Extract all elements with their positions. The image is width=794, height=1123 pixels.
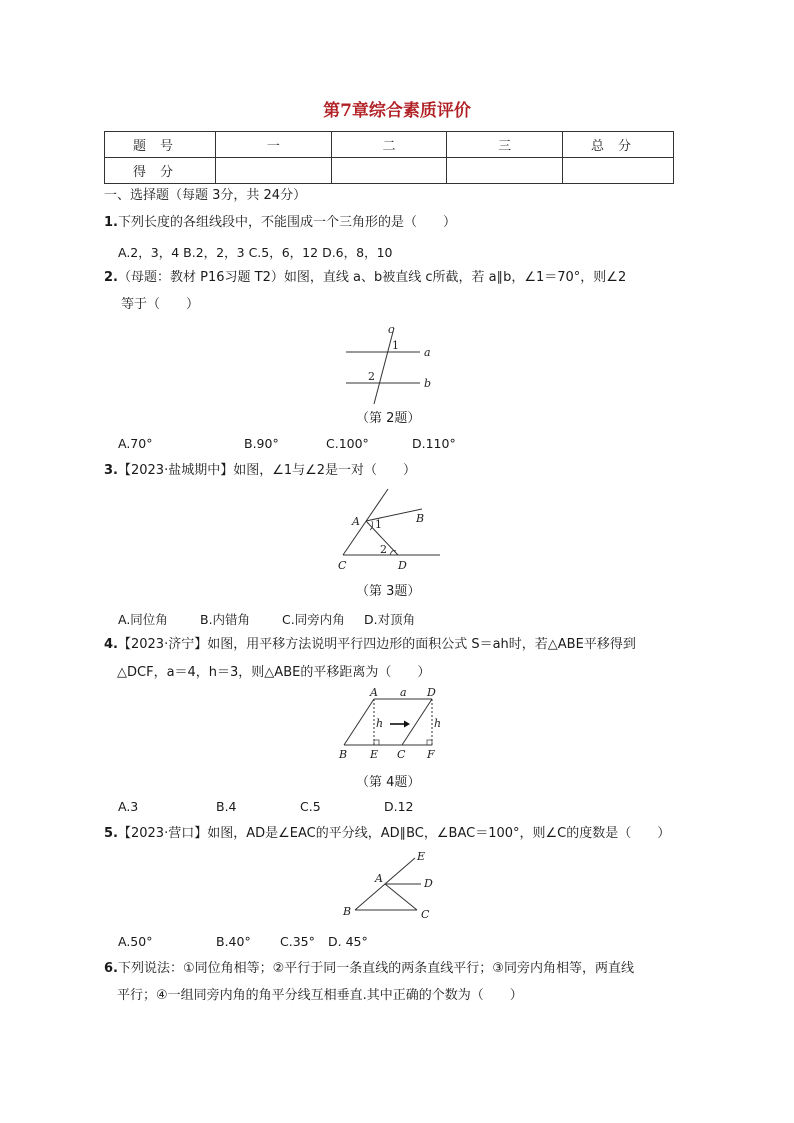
figure-q5: [335, 848, 445, 928]
figure-q3: [330, 485, 450, 575]
question-4: [104, 636, 636, 654]
label-B: B: [339, 748, 348, 761]
question-3: [104, 462, 416, 480]
question-text-line-1: 下列说法：①同位角相等；②平行于同一条直线的两条直线平行；③同旁内角相等，两直线: [117, 961, 634, 976]
score-cell-total: [563, 158, 674, 184]
segment-ac: [385, 884, 417, 910]
label-A: A: [370, 686, 378, 699]
question-text: 【2023·盐城期中】如图，∠1与∠2是一对（ ）: [117, 463, 417, 478]
option-d: D. 45°: [328, 934, 368, 949]
line-c: [374, 328, 394, 404]
option-b: B.4: [216, 799, 237, 814]
question-5: [104, 825, 670, 843]
question-text-line-1: （母题：教材 P16习题 T2）如图，直线 a、b被直线 c所截，若 a∥b，∠1＝70°，则∠2: [117, 270, 627, 285]
option-b: B.内错角: [200, 612, 251, 627]
score-header-col-1: 一: [216, 132, 332, 158]
question-4-options: [118, 799, 414, 814]
figure-q2: [330, 322, 450, 407]
score-table-score-row: [105, 158, 674, 184]
label-A: A: [375, 872, 383, 885]
question-number: 1.: [104, 215, 118, 230]
question-2-line-2: 等于（ ）: [121, 297, 200, 312]
score-cell-2: [331, 158, 447, 184]
option-a: A.同位角: [118, 612, 168, 627]
option-d: D.对顶角: [364, 612, 416, 627]
score-cell-1: [216, 158, 332, 184]
page-title: 第7章综合素质评价: [323, 101, 471, 121]
label-angle-1: 1: [375, 518, 382, 531]
question-2-options: [118, 436, 456, 451]
label-D: D: [427, 686, 436, 699]
question-number: 2.: [104, 270, 118, 285]
question-3-options: [118, 610, 415, 628]
caption-q4: （第 4题）: [356, 775, 421, 790]
figure-q4: [330, 685, 460, 770]
label-a: a: [424, 346, 431, 359]
label-b: b: [424, 377, 432, 390]
option-d: D.6，8，10: [322, 245, 393, 260]
score-table-header-row: [105, 132, 674, 158]
question-number: 3.: [104, 463, 118, 478]
label-h-left: h: [376, 717, 384, 730]
label-c: c: [388, 323, 395, 336]
section-heading: 一、选择题（每题 3分，共 24分）: [104, 188, 307, 203]
score-header-label: 题号: [105, 132, 216, 158]
question-2: [104, 269, 626, 287]
option-b: B.2，2，3: [183, 245, 245, 260]
option-b: B.40°: [216, 934, 251, 949]
label-A: A: [352, 515, 360, 528]
question-text: 下列长度的各组线段中，不能围成一个三角形的是（ ）: [117, 215, 456, 230]
option-a: A.2，3，4: [118, 245, 180, 260]
option-d: D.12: [384, 799, 414, 814]
label-angle-1: 1: [392, 339, 399, 352]
label-B: B: [416, 512, 425, 525]
label-a: a: [400, 686, 407, 699]
score-header-col-3: 三: [447, 132, 563, 158]
question-4-line-2: △DCF，a＝4，h＝3，则△ABE的平移距离为（ ）: [117, 665, 431, 680]
option-d: D.110°: [412, 436, 456, 451]
option-c: C.5，6，12: [248, 245, 319, 260]
score-cell-3: [447, 158, 563, 184]
side-ab: [344, 699, 374, 745]
label-D: D: [424, 877, 433, 890]
option-a: A.70°: [118, 436, 153, 451]
question-number: 4.: [104, 637, 118, 652]
label-F: F: [427, 748, 435, 761]
label-E: E: [370, 748, 379, 761]
label-E: E: [417, 850, 426, 863]
label-C: C: [397, 748, 406, 761]
option-c: C.100°: [326, 436, 369, 451]
option-c: C.35°: [280, 934, 315, 949]
label-h-right: h: [434, 717, 442, 730]
question-5-options: [118, 934, 368, 949]
option-b: B.90°: [244, 436, 279, 451]
score-header-col-2: 二: [331, 132, 447, 158]
question-text: 【2023·营口】如图，AD是∠EAC的平分线，AD∥BC，∠BAC＝100°，则∠C的度数是（ ）: [117, 826, 671, 841]
option-c: C.5: [300, 799, 321, 814]
question-1: [104, 214, 456, 232]
label-angle-2: 2: [380, 543, 387, 556]
label-angle-2: 2: [368, 370, 375, 383]
question-6: [104, 960, 634, 978]
question-number: 6.: [104, 961, 118, 976]
label-D: D: [398, 559, 407, 572]
question-text-line-1: 【2023·济宁】如图，用平移方法说明平行四边形的面积公式 S＝ah时，若△ABE平移得到: [117, 637, 636, 652]
caption-q3: （第 3题）: [356, 584, 421, 599]
label-C: C: [338, 559, 347, 572]
option-a: A.3: [118, 799, 139, 814]
option-c: C.同旁内角: [282, 612, 345, 627]
score-header-total: 总分: [563, 132, 674, 158]
question-number: 5.: [104, 826, 118, 841]
option-a: A.50°: [118, 934, 153, 949]
caption-q2: （第 2题）: [356, 411, 421, 426]
score-table: [104, 131, 674, 184]
score-row-label: 得分: [105, 158, 216, 184]
label-C: C: [421, 908, 430, 921]
label-B: B: [343, 905, 352, 918]
question-1-options: [118, 243, 392, 261]
question-6-line-2: 平行；④一组同旁内角的角平分线互相垂直.其中正确的个数为（ ）: [117, 988, 523, 1003]
